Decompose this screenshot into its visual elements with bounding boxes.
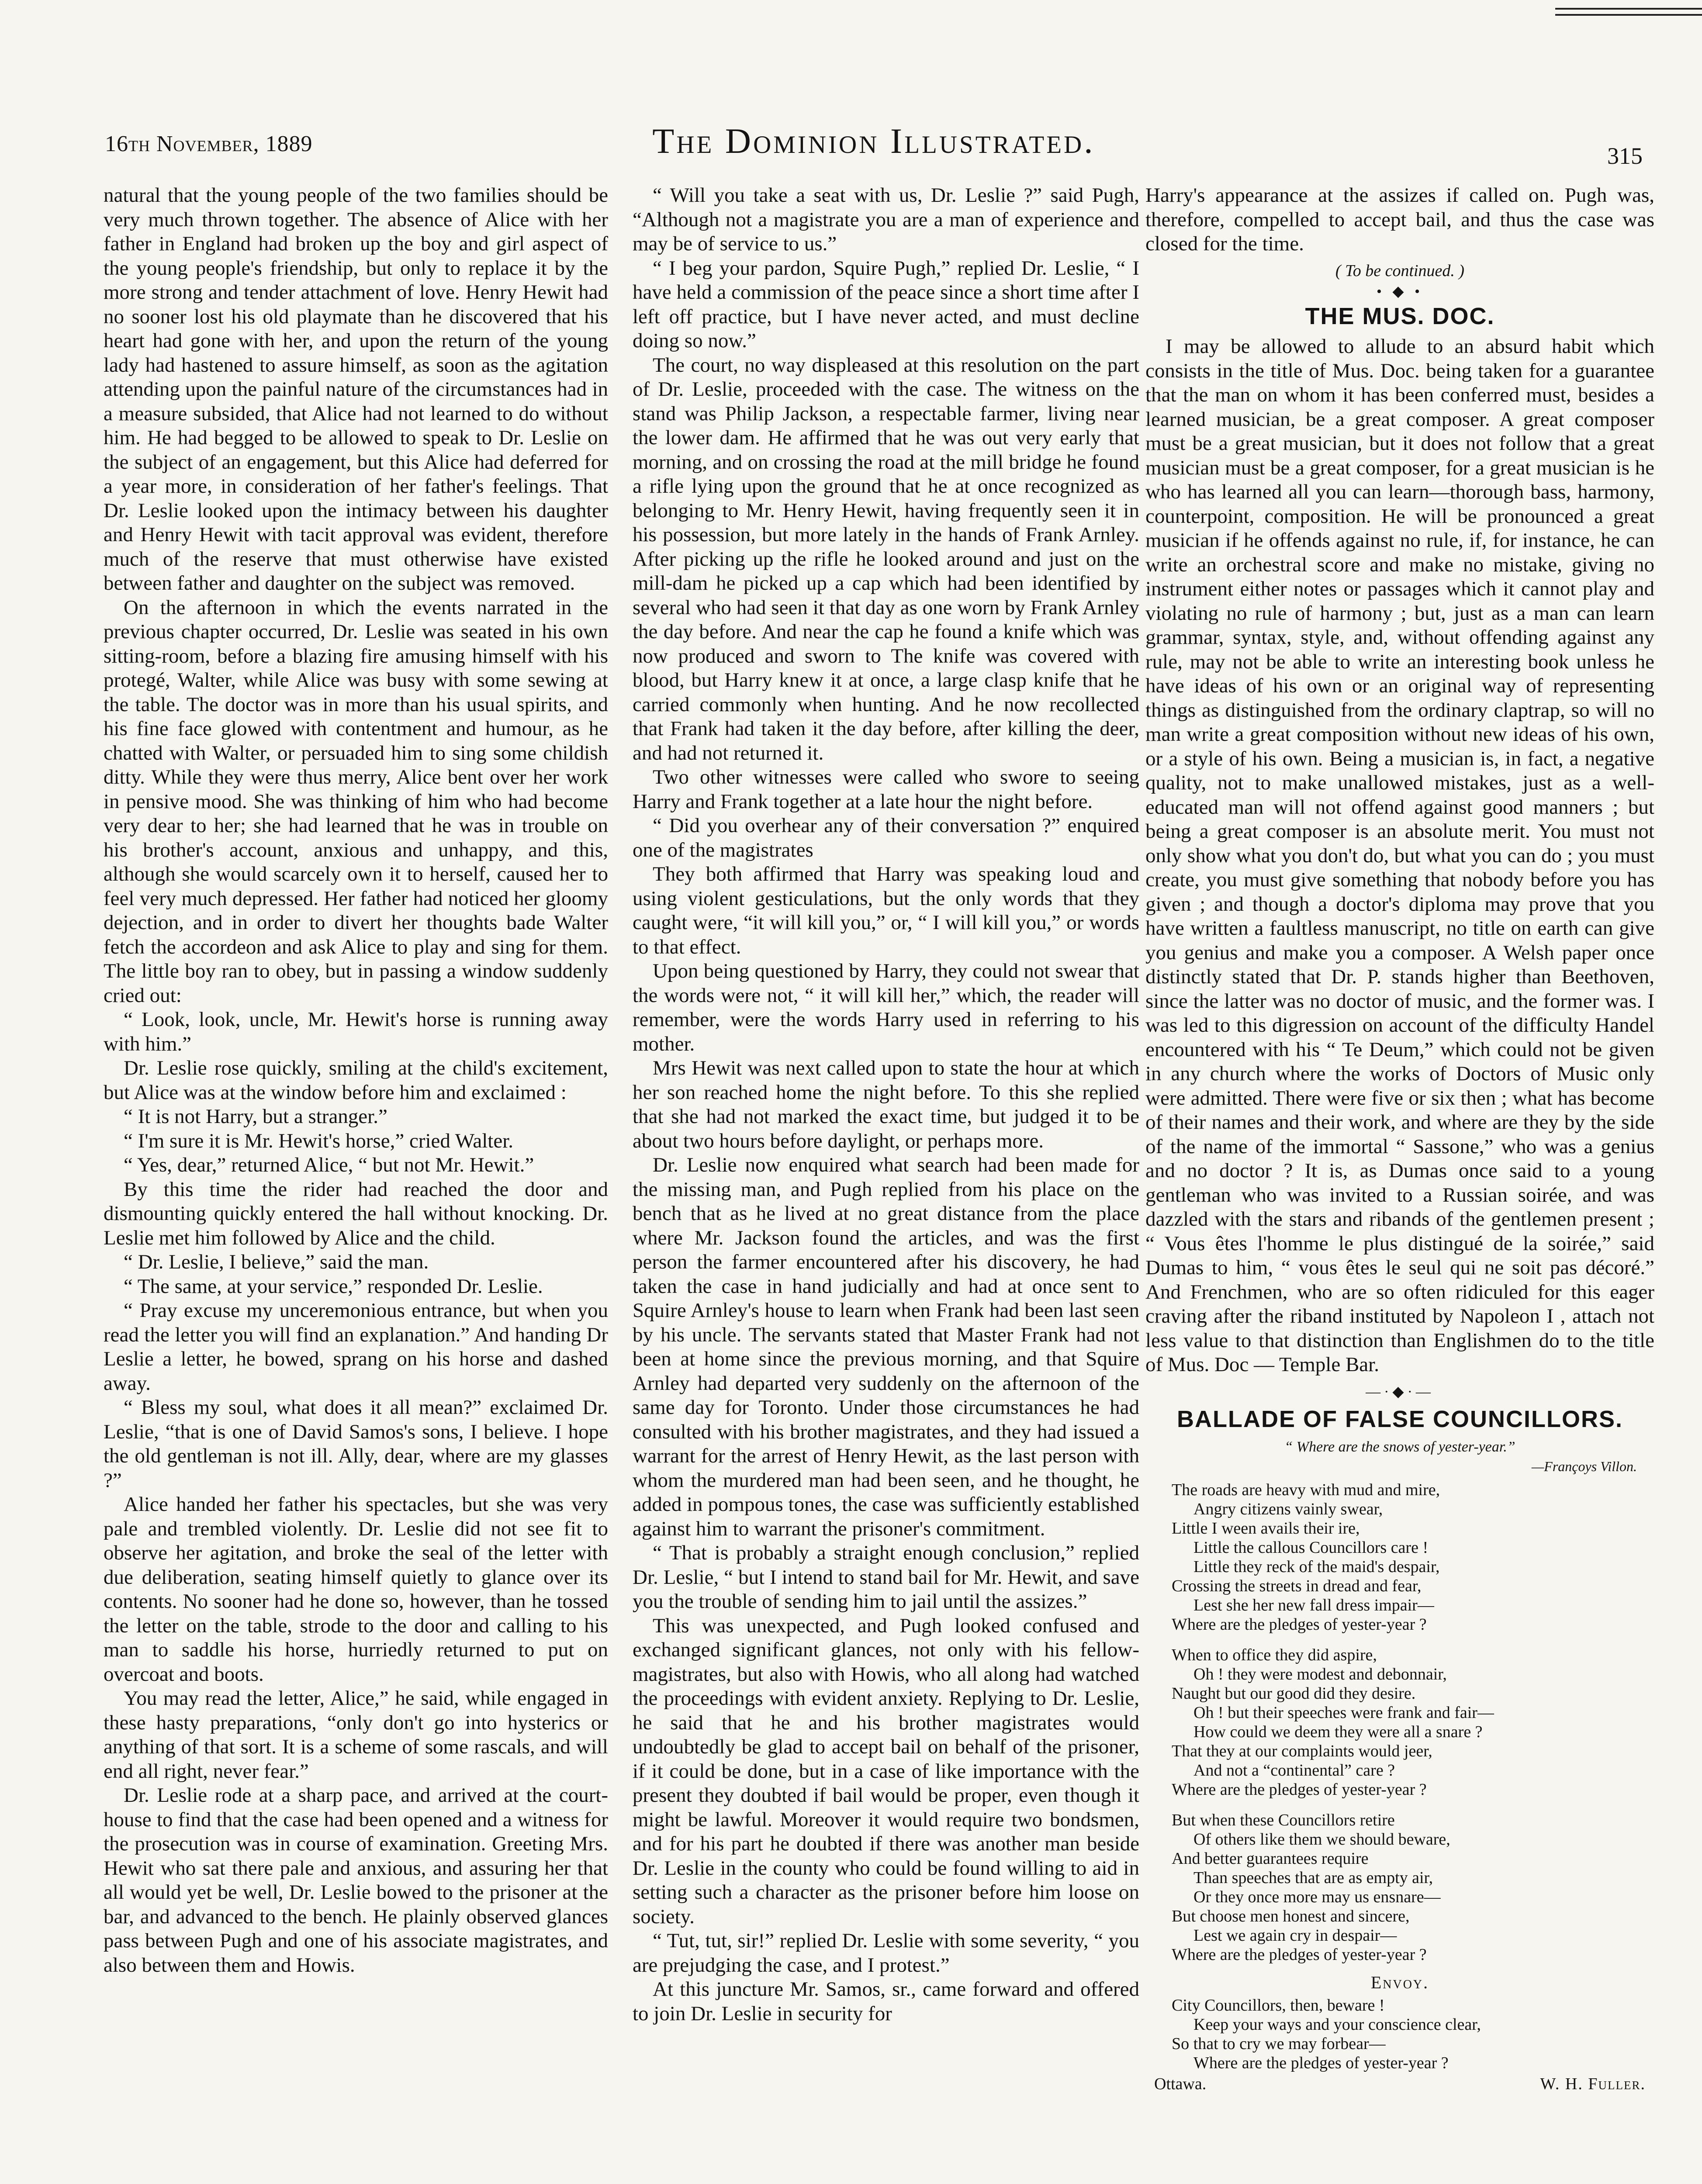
poem-stanza [1145, 1480, 1654, 1634]
poem-line: Of others like them we should beware, [1193, 1830, 1450, 1849]
poem-line: But when these Councillors retire [1172, 1811, 1395, 1829]
poem-line: But choose men honest and sincere, [1172, 1907, 1410, 1925]
masthead-title: The Dominion Illustrated. [652, 121, 1095, 161]
story-paragraph: “ The same, at your service,” responded Dr. Leslie. [124, 1275, 543, 1298]
poem-epigraph-attribution: —Françoys Villon. [1531, 1458, 1637, 1474]
story-paragraph: “ I beg your pardon, Squire Pugh,” replied Dr. Leslie, “ I have held a commission of the peace since a short time after I left off practice, but I have never acted, and must decline doing so now.” [633, 256, 1139, 352]
poem-line: When to office they did aspire, [1172, 1645, 1377, 1664]
poem-line: How could we deem they were all a snare ? [1193, 1722, 1483, 1741]
article-title: THE MUS. DOC. [1305, 303, 1495, 329]
story-paragraph: natural that the young people of the two families should be very much thrown together. The absence of Alice with her father in England had broken up the boy and girl aspect of the young people's friendship, but only to replace it by the more strong and tender attachment of love. Henry Hewit had no sooner lost his old playmate than he discovered that his heart had gone with her, and upon the return of the young lady had hastened to assure himself, as soon as the agitation attending upon the painful nature of the circumstances had in a measure subsided, that Alice had not learned to do without him. He had begged to be allowed to speak to Dr. Leslie on the subject of an engagement, but this Alice had deferred for a year more, in consideration of her father's feelings. That Dr. Leslie looked upon the intimacy between his daughter and Henry Hewit with tacit approval was evident, therefore much of the reserve that must otherwise have existed between father and daughter on the subject was removed. [104, 184, 608, 594]
story-paragraph: Mrs Hewit was next called upon to state the hour at which her son reached home the night before. To this she replied that she had not marked the exact time, but judged it to be about two hours before daylight, or perhaps more. [633, 1057, 1139, 1152]
story-paragraph: “ Bless my soul, what does it all mean?” exclaimed Dr. Leslie, “that is one of David Samos's sons, I believe. I hope the old gentleman is not ill. Ally, dear, where are my glasses ?” [104, 1396, 608, 1492]
poem-stanza [1145, 1811, 1654, 1964]
story-paragraph: Two other witnesses were called who swore to seeing Harry and Frank together at a late hour the night before. [633, 766, 1139, 813]
story-paragraph: “ Dr. Leslie, I believe,” said the man. [124, 1251, 429, 1273]
page-header [105, 116, 1643, 169]
story-paragraph: Alice handed her father his spectacles, but she was very pale and trembled violently. Dr. Leslie did not see fit to observe her agitation, and broke the seal of the letter with due deliberation, seating himself quietly to glance over its contents. No sooner had he done so, however, than he tossed the letter on the table, strode to the door and calling to his man to saddle his horse, hurriedly returned to put on overcoat and boots. [104, 1493, 608, 1686]
ornament-divider: • ◆ • [1377, 283, 1423, 300]
poem-line: Little they reck of the maid's despair, [1193, 1557, 1440, 1576]
poem-refrain: Where are the pledges of yester-year ? [1172, 1615, 1427, 1634]
poem-stanza [1145, 1645, 1654, 1799]
story-paragraph: “ It is not Harry, but a stranger.” [124, 1105, 387, 1128]
story-paragraph: Dr. Leslie rode at a sharp pace, and arrived at the court-house to find that the case had been opened and a witness for the prosecution was in course of examination. Greeting Mrs. Hewit who sat there pale and anxious, and assuring her that all would yet be well, Dr. Leslie bowed to the prisoner at the bar, and advanced to the bench. He plainly observed glances pass between Pugh and one of his associate magistrates, and also between them and Howis. [104, 1784, 608, 1977]
poem-line: And better guarantees require [1172, 1849, 1369, 1868]
poem-line: Or they once more may us ensnare— [1193, 1887, 1441, 1906]
story-paragraph: At this juncture Mr. Samos, sr., came forward and offered to join Dr. Leslie in security for [633, 1978, 1139, 2025]
column-2 [633, 183, 1139, 2026]
poem-line: So that to cry we may forbear— [1172, 2034, 1386, 2053]
issue-date: 16th November, 1889 [105, 131, 313, 156]
poem-line: Oh ! they were modest and debonnair, [1193, 1665, 1447, 1683]
story-paragraph: “ I'm sure it is Mr. Hewit's horse,” cried Walter. [124, 1129, 514, 1152]
story-paragraph: On the afternoon in which the events narrated in the previous chapter occurred, Dr. Leslie was seated in his own sitting-room, before a blazing fire amusing himself with his protegé, Walter, while Alice was busy with some sewing at the table. The doctor was in more than his usual spirits, and his fine face glowed with contentment and humour, as he chatted with Walter, or persuaded him to sing some childish ditty. While they were thus merry, Alice bent over her work in pensive mood. She was thinking of him who had become very dear to her; she had learned that he was in trouble on his brother's account, anxious and unhappy, and this, although she would scarcely own it to herself, caused her to feel very much depressed. Her father had noticed her gloomy dejection, and in order to divert her thoughts bade Walter fetch the accordeon and ask Alice to play and sing for them. The little boy ran to obey, but in passing a window suddenly cried out: [104, 596, 608, 1007]
poem-line: And not a “continental” care ? [1193, 1761, 1395, 1780]
story-paragraph: Dr. Leslie now enquired what search had been made for the missing man, and Pugh replied from his place on the bench that as he lived at no great distance from the place where Mr. Jackson found the articles, and was the first person the farmer encountered after his discovery, he had taken the case in hand judicially and had at once sent to Squire Arnley's house to learn when Frank had been last seen by his uncle. The servants stated that Master Frank had not been at home since the previous morning, and that Squire Arnley had departed very suddenly on the afternoon of the same day for Toronto. Under those circumstances he had consulted with his brother magistrates, and they had issued a warrant for the arrest of Henry Hewit, as the last person with whom the murdered man had been seen, and he thought, he added in pompous tones, the case was sufficiently established against him to warrant the prisoner's commitment. [633, 1154, 1139, 1540]
poem-epigraph: “ Where are the snows of yester-year.” [1284, 1438, 1515, 1455]
poem-refrain: Where are the pledges of yester-year ? [1172, 1945, 1427, 1964]
story-paragraph: “ Yes, dear,” returned Alice, “ but not Mr. Hewit.” [124, 1154, 534, 1176]
story-paragraph: By this time the rider had reached the door and dismounting quickly entered the hall without knocking. Dr. Leslie met him followed by Alice and the child. [104, 1178, 608, 1249]
poem-author: W. H. Fuller. [1540, 2074, 1646, 2093]
poem-refrain: Where are the pledges of yester-year ? [1193, 2053, 1449, 2072]
poem-refrain: Where are the pledges of yester-year ? [1172, 1780, 1427, 1799]
story-paragraph: “ Will you take a seat with us, Dr. Leslie ?” said Pugh, “Although not a magistrate you are a man of experience and may be of service to us.” [633, 184, 1139, 255]
poem-line: Angry citizens vainly swear, [1193, 1500, 1383, 1518]
poem-line: Keep your ways and your conscience clear, [1193, 2015, 1481, 2034]
story-paragraph: You may read the letter, Alice,” he said, while engaged in these hasty preparations, “only don't go into hysterics or anything of that sort. It is a scheme of some rascals, and will end all right, never fear.” [104, 1687, 608, 1783]
poem-line: Crossing the streets in dread and fear, [1172, 1576, 1422, 1595]
column-3 [1145, 183, 1654, 2096]
poem-line: Lest we again cry in despair— [1193, 1926, 1397, 1945]
story-paragraph: “ Tut, tut, sir!” replied Dr. Leslie with some severity, “ you are prejudging the case, and I protest.” [633, 1929, 1139, 1977]
poem-line: That they at our complaints would jeer, [1172, 1742, 1432, 1760]
poem-line: Little I ween avails their ire, [1172, 1519, 1360, 1538]
poem-signature [1145, 2074, 1654, 2096]
poem-line: The roads are heavy with mud and mire, [1172, 1480, 1440, 1499]
article-paragraph: I may be allowed to allude to an absurd habit which consists in the title of Mus. Doc. being taken for a guarantee that the man on whom it has been conferred must, besides a learned musician, be a great composer. A great composer must be a great musician, but it does not follow that a great musician must be a great composer, for a great musician is he who has learned all you can learn—thorough bass, harmony, counterpoint, composition. He will be pronounced a great musician if he offends against no rule, if, for instance, he can write an orchestral score and make no mistake, giving no instrument either notes or passages which it cannot play and violating no rule of harmony ; but, just as a man can learn grammar, syntax, style, and, without offending against any rule, may not be able to write an interesting book unless he have ideas of his own or an original way of representing things as distinguished from the ordinary claptrap, so will no man write a great composition without new ideas of his own, or a style of his own. Being a musician is, in fact, a negative quality, not to make unallowed mistakes, just as a well-educated man will not offend against good manners ; but being a great composer is an absolute merit. You must not only show what you don't do, but what you can do ; you must create, you must give something that nobody before you has given ; and though a doctor's diploma may prove that you have written a faultless manuscript, no title on earth can give you genius and make you a composer. A Welsh paper once distinctly stated that Dr. P. stands higher than Beethoven, since the latter was no doctor of music, and the former was. I was led to this digression on account of the difficulty Handel encountered with his “ Te Deum,” which could not be given in any church where the works of Doctors of Music only were admitted. There were five or six then ; what has become of their names and their work, and where are they by the side of the name of the immortal “ Sassone,” who was a genius and no doctor ? It is, as Dumas once said to a young gentleman who was invited to a Russian soirée, and was dazzled with the stars and ribands of the gentlemen present ; “ Vous êtes l'homme le plus distingué de la soirée,” said Dumas to him, “ vous êtes le seul qui ne soit pas décoré.” And Frenchmen, who are so often ridiculed for this eager craving after the riband instituted by Napoleon I , attach not less value to that distinction than Englishmen do to the title of Mus. Doc — Temple Bar. [1145, 335, 1654, 1376]
story-paragraph: “ Look, look, uncle, Mr. Hewit's horse is running away with him.” [104, 1008, 608, 1055]
poem-line: Naught but our good did they desire. [1172, 1684, 1416, 1703]
to-be-continued: ( To be continued. ) [1335, 261, 1465, 280]
poem-line: City Councillors, then, beware ! [1172, 1996, 1385, 2015]
poem [1145, 1438, 1654, 2096]
story-paragraph: This was unexpected, and Pugh looked confused and exchanged significant glances, not only with his fellow-magistrates, but also with Howis, who all along had watched the proceedings with evident anxiety. Replying to Dr. Leslie, he said that he and his brother magistrates would undoubtedly be glad to accept bail on behalf of the prisoner, if it could be done, but in a case of like importance with the present they doubted if bail would be proper, even though it might be lawful. Moreover it would require two bondsmen, and for his part he doubted if there was another man beside Dr. Leslie in the county who could be found willing to aid in setting such a character as the prisoner before him loose on society. [633, 1614, 1139, 1928]
story-continuation: Harry's appearance at the assizes if called on. Pugh was, therefore, compelled to accept bail, and thus the case was closed for the time. [1145, 184, 1654, 255]
poem-line: Lest she her new fall dress impair— [1193, 1596, 1434, 1614]
top-rule [1555, 8, 1702, 16]
ornament-divider: —·◆·— [1366, 1383, 1434, 1400]
poem-line: Little the callous Councillors care ! [1193, 1538, 1429, 1557]
page-number: 315 [1607, 143, 1643, 169]
column-1 [104, 183, 608, 1977]
story-paragraph: “ That is probably a straight enough conclusion,” replied Dr. Leslie, “ but I intend to stand bail for Mr. Hewit, and save you the trouble of sending him to jail until the assizes.” [633, 1541, 1139, 1613]
story-paragraph: The court, no way displeased at this resolution on the part of Dr. Leslie, proceeded with the case. The witness on the stand was Philip Jackson, a respectable farmer, living near the lower dam. He affirmed that he was out very early that morning, and on crossing the road at the mill bridge he found a rifle lying upon the ground that he at once recognized as belonging to Mr. Henry Hewit, having frequently seen it in his possession, but more lately in the hands of Frank Arnley. After picking up the rifle he looked around and just on the mill-dam he picked up a cap which had been identified by several who had seen it that day as one worn by Frank Arnley the day before. And near the cap he found a knife which was now produced and sworn to The knife was covered with blood, but Harry knew it at once, a large clasp knife that he carried commonly when hunting. And he now recollected that Frank had taken it the day before, after killing the deer, and had not returned it. [633, 353, 1139, 764]
poem-title: BALLADE OF FALSE COUNCILLORS. [1177, 1406, 1623, 1432]
poem-line: Oh ! but their speeches were frank and fair— [1193, 1703, 1494, 1722]
story-paragraph: They both affirmed that Harry was speaking loud and using violent gesticulations, but the only words that they caught were, “it will kill you,” or, “ I will kill you,” or words to that effect. [633, 863, 1139, 958]
poem-line: Than speeches that are as empty air, [1193, 1868, 1433, 1887]
envoy-stanza [1145, 1996, 1654, 2073]
story-paragraph: “ Did you overhear any of their conversation ?” enquired one of the magistrates [633, 814, 1139, 861]
poem-place: Ottawa. [1154, 2074, 1207, 2093]
envoy-title: Envoy. [1370, 1972, 1429, 1992]
story-paragraph: Dr. Leslie rose quickly, smiling at the child's excitement, but Alice was at the window before him and exclaimed : [104, 1057, 608, 1104]
story-paragraph: Upon being questioned by Harry, they could not swear that the words were not, “ it will kill her,” which, the reader will remember, were the words Harry used in referring to his mother. [633, 960, 1139, 1055]
story-paragraph: “ Pray excuse my unceremonious entrance, but when you read the letter you will find an explanation.” And handing Dr Leslie a letter, he bowed, sprang on his horse and dashed away. [104, 1299, 608, 1395]
